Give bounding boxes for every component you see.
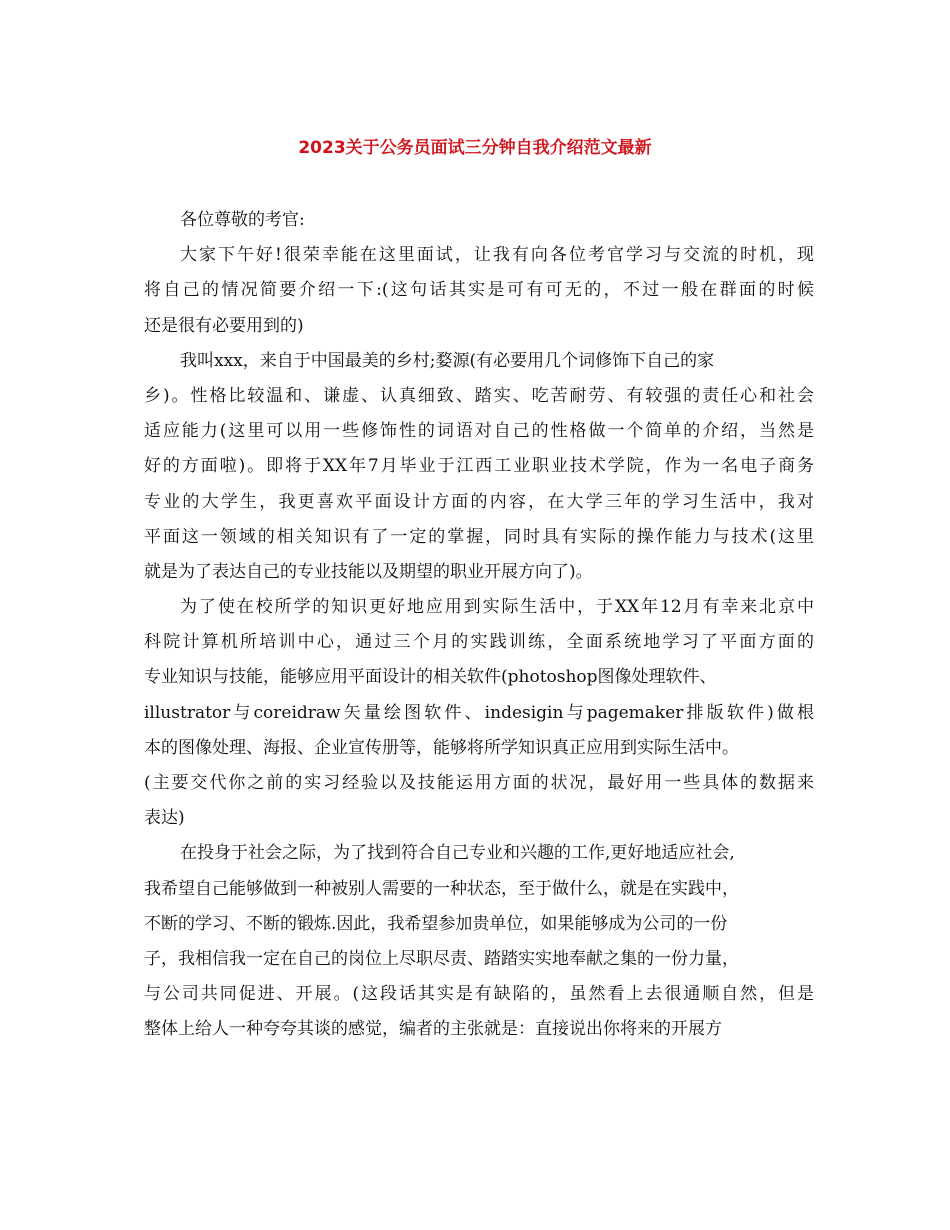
text-line: 好的方面啦)。即将于XX年7月毕业于江西工业职业技术学院，作为一名电子商务 (144, 456, 814, 477)
text-line: 专业的大学生，我更喜欢平面设计方面的内容，在大学三年的学习生活中，我对 (144, 491, 814, 512)
text-line: 将自己的情况简要介绍一下:(这句话其实是可有可无的，不过一般在群面的时候 (144, 280, 814, 301)
text-line: 我叫xxx，来自于中国最美的乡村;婺源(有必要用几个词修饰下自己的家 (180, 350, 715, 371)
text-line: illustrator与coreidraw矢量绘图软件、indesigin与pagemaker排版软件)做根 (144, 702, 814, 723)
text-line: 与公司共同促进、开展。(这段话其实是有缺陷的，虽然看上去很通顺自然，但是 (144, 984, 814, 1005)
text-line: 为了使在校所学的知识更好地应用到实际生活中，于XX年12月有幸来北京中 (180, 597, 814, 618)
text-line: 乡)。性格比较温和、谦虚、认真细致、踏实、吃苦耐劳、有较强的责任心和社会 (144, 385, 814, 406)
text-line: 大家下午好!很荣幸能在这里面试，让我有向各位考官学习与交流的时机，现 (180, 245, 814, 266)
text-line: 适应能力(这里可以用一些修饰性的词语对自己的性格做一个简单的介绍，当然是 (144, 421, 814, 442)
text-line: 表达) (144, 808, 185, 829)
document-body (144, 203, 814, 1048)
text-line: 本的图像处理、海报、企业宣传册等，能够将所学知识真正应用到实际生活中。 (144, 737, 739, 758)
text-line: 整体上给人一种夸夸其谈的感觉，编者的主张就是：直接说出你将来的开展方 (144, 1019, 722, 1040)
text-line: 各位尊敬的考官: (180, 210, 305, 230)
text-line: 就是为了表达自己的专业技能以及期望的职业开展方向了)。 (144, 561, 593, 582)
text-line: 科院计算机所培训中心，通过三个月的实践训练，全面系统地学习了平面方面的 (144, 632, 814, 653)
text-line: (主要交代你之前的实习经验以及技能运用方面的状况，最好用一些具体的数据来 (144, 773, 814, 793)
text-line: 我希望自己能够做到一种被别人需要的一种状态，至于做什么，就是在实践中， (144, 878, 739, 899)
text-line: 不断的学习、不断的锻炼.因此，我希望参加贵单位，如果能够成为公司的一份 (144, 913, 728, 934)
text-line: 还是很有必要用到的) (144, 315, 304, 336)
text-line: 在投身于社会之际，为了找到符合自己专业和兴趣的工作,更好地适应社会, (180, 843, 735, 864)
text-line: 专业知识与技能，能够应用平面设计的相关软件(photoshop图像处理软件、 (144, 667, 717, 688)
text-line: 平面这一领域的相关知识有了一定的掌握，同时具有实际的操作能力与技术(这里 (144, 526, 814, 547)
document-title: 2023关于公务员面试三分钟自我介绍范文最新 (298, 138, 652, 158)
text-line: 子，我相信我一定在自己的岗位上尽职尽责、踏踏实实地奉献之集的一份力量， (144, 948, 739, 969)
